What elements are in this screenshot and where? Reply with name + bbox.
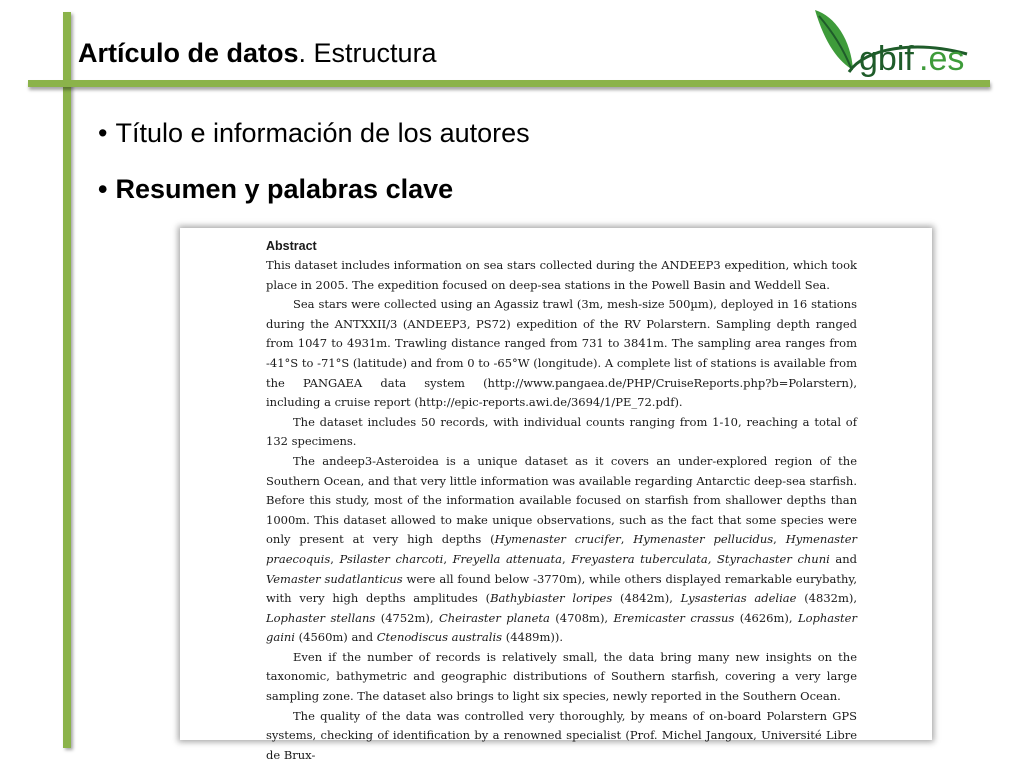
species-name: Hymenaster pellucidus: [633, 532, 774, 547]
p4-text: (4626m),: [734, 610, 798, 625]
species-name: Freyastera tuberculata, Styrachaster chuni: [571, 551, 830, 566]
gbif-logo: [805, 4, 975, 82]
abstract-paragraph-5: Even if the number of records is relatively small, the data bring many new insights on the taxonomic, bathymetric and geographic distributions of Southern starfish, covering a very large sampling zone. The dataset also brings to light six species, newly reported in the Southern Ocean.: [266, 649, 857, 704]
species-name: Ctenodiscus australis: [376, 630, 503, 645]
p4-text: ,: [562, 551, 572, 566]
abstract-text-block: [266, 236, 857, 765]
p4-text: and: [829, 551, 857, 566]
abstract-paragraph-2: Sea stars were collected using an Agassiz trawl (3m, mesh-size 500µm), deployed in 16 stations during the ANTXXII/3 (ANDEEP3, PS72) expedition of the RV Polarstern. Sampling depth ranged from 1047 to 4931m. Trawling distance ranged from 731 to 3841m. The sampling area ranges from -41°S to -71°S (latitude) and from 0 to -65°W (longitude). A complete list of stations is available from the PANGAEA data system (http://www.pangaea.de/PHP/CruiseReports.php?b=Polarstern), including a cruise report (http://epic-reports.awi.de/3694/1/PE_72.pdf).: [266, 297, 857, 410]
abstract-excerpt-image: [180, 228, 932, 762]
species-name: Hymenaster crucifer: [494, 532, 621, 547]
p4-text: (4842m),: [612, 591, 681, 606]
slide-title-bold: Artículo de datos: [78, 38, 299, 68]
species-name: Eremicaster crassus: [613, 610, 735, 625]
p4-text: (4752m),: [375, 610, 439, 625]
vertical-accent-bar: [63, 12, 71, 748]
p4-text: were all found below -3770m), while others displayed remarkable eurybathy, with very high depths amplitudes (: [266, 571, 858, 606]
species-name: Vemaster sudatlanticus: [266, 571, 403, 586]
abstract-heading: Abstract: [266, 239, 317, 253]
logo-text: gbif: [859, 40, 914, 78]
bullet-list: [98, 118, 530, 230]
p4-text: The andeep3-Asteroidea is a unique dataset as it covers an under-explored region of the Southern Ocean, and that very little information was available regarding Antarctic deep-sea starfish. Before this study, most of the information available focused on starfish from shallower depths than 1000m. This dataset allowed to make unique observations, such as the fact that some species were only present at very high depths (: [266, 453, 857, 547]
bullet-text: Resumen y palabras clave: [115, 174, 454, 204]
slide-title: [78, 38, 437, 69]
bullet-dot-icon: •: [98, 118, 108, 148]
species-name: Lophaster gaini: [266, 610, 857, 645]
logo-suffix: .es: [919, 40, 965, 78]
slide-title-rest: . Estructura: [298, 38, 437, 68]
bullet-item-abstract: [98, 174, 530, 230]
p4-text: ,: [773, 532, 786, 547]
p4-text: ,: [443, 551, 453, 566]
abstract-paragraph-3: The dataset includes 50 records, with individual counts ranging from 1-10, reaching a total of 132 specimens.: [266, 414, 857, 449]
species-name: Cheiraster planeta: [438, 610, 550, 625]
bullet-text: Título e información de los autores: [115, 118, 530, 148]
p4-text: ,: [620, 532, 634, 547]
gbif-logo-graphic: [805, 4, 975, 82]
species-name: Psilaster charcoti: [339, 551, 444, 566]
p4-text: (4708m),: [549, 610, 614, 625]
species-name: Freyella attenuata: [452, 551, 563, 566]
p4-text: (4560m) and: [294, 630, 377, 645]
bullet-dot-icon: •: [98, 174, 108, 204]
species-name: Bathybiaster loripes: [490, 591, 613, 606]
abstract-paragraph-1: This dataset includes information on sea stars collected during the ANDEEP3 expedition, which took place in 2005. The expedition focused on deep-sea stations in the Powell Basin and Weddell Sea.: [266, 258, 857, 292]
species-name: Lophaster stellans: [266, 610, 376, 625]
p4-text: (4489m)).: [502, 630, 563, 645]
species-name: Hymenaster praecoquis: [266, 532, 858, 566]
abstract-paragraph-6: The quality of the data was controlled very thoroughly, by means of on-board Polarstern GPS systems, checking of identification by a renowned specialist (Prof. Michel Jangoux, Université Libre de Brux-: [266, 708, 857, 762]
p4-text: ,: [330, 551, 340, 566]
p4-text: (4832m),: [796, 591, 857, 606]
bullet-item-authors: [98, 118, 530, 174]
abstract-paragraph-4: [266, 452, 857, 648]
species-name: Lysasterias adeliae: [680, 591, 797, 606]
